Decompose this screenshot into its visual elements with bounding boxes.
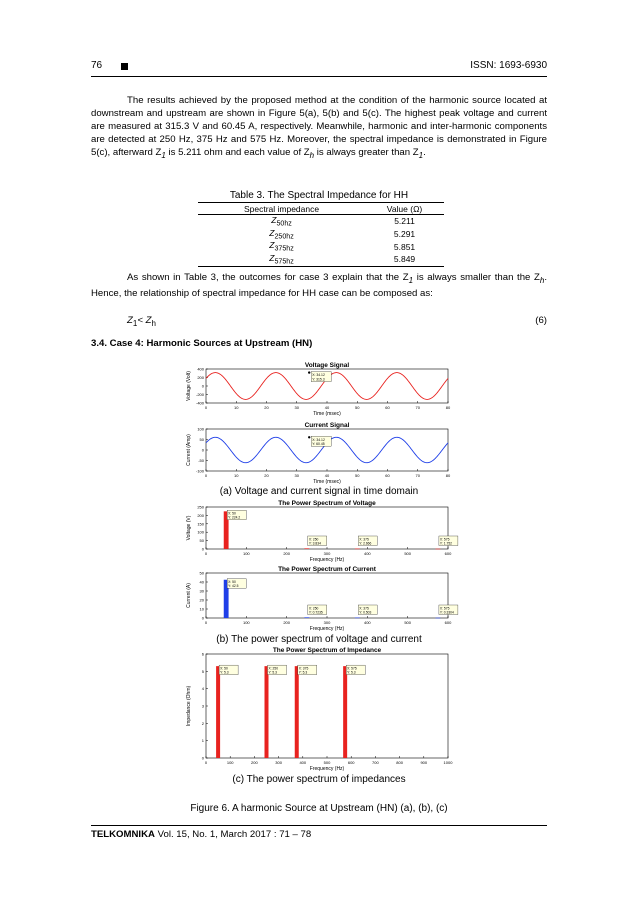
y-tick-label: 2 bbox=[201, 720, 204, 726]
y-tick-label: 5 bbox=[201, 668, 204, 674]
figure-caption: Figure 6. A harmonic Source at Upstream (HN) (a), (b), (c) bbox=[190, 803, 448, 814]
spectral-impedance-table bbox=[198, 202, 444, 267]
data-tip-label: X: 34.12 bbox=[312, 373, 325, 378]
table-header-value: Value (Ω) bbox=[365, 203, 444, 215]
x-tick-label: 900 bbox=[420, 760, 428, 765]
y-axis-label: Impedance (Ohm) bbox=[186, 685, 192, 727]
table-cell-sub: 375hz bbox=[274, 245, 294, 254]
paragraph-text: is always smaller than the Z bbox=[413, 272, 540, 283]
x-tick-label: 500 bbox=[404, 620, 412, 625]
equation-6 bbox=[127, 315, 156, 328]
data-tip-label: X: 575 bbox=[439, 606, 450, 611]
table-cell-z: Z bbox=[269, 253, 275, 264]
data-tip-label: X: 250 bbox=[308, 537, 319, 542]
x-tick-label: 1000 bbox=[443, 760, 453, 765]
impedance-spectrum-chart bbox=[182, 645, 462, 773]
bar bbox=[355, 618, 360, 619]
y-tick-label: -50 bbox=[198, 458, 204, 463]
x-tick-label: 0 bbox=[204, 620, 208, 625]
y-tick-label: -100 bbox=[195, 468, 204, 474]
subscript: 1 bbox=[418, 150, 424, 160]
bar bbox=[435, 618, 440, 619]
x-tick-label: 60 bbox=[385, 405, 390, 410]
table-cell-sub: 575hz bbox=[274, 257, 294, 266]
caption-b: (b) The power spectrum of voltage and current bbox=[216, 634, 422, 645]
paragraph-text: As shown in Table 3, the outcomes for case 3 explain that the Z bbox=[127, 272, 409, 283]
data-tip-label: X: 50 bbox=[228, 511, 236, 516]
x-tick-label: 0 bbox=[204, 760, 208, 765]
x-tick-label: 20 bbox=[264, 473, 269, 478]
y-tick-label: 10 bbox=[199, 606, 204, 612]
chart-title: The Power Spectrum of Impedance bbox=[272, 647, 382, 654]
x-tick-label: 500 bbox=[323, 760, 331, 765]
x-tick-label: 0 bbox=[204, 473, 208, 478]
data-tip-label: Y: 5.3 bbox=[268, 670, 277, 675]
square-bullet-icon bbox=[121, 63, 128, 70]
equation-term: Z bbox=[127, 315, 133, 326]
x-tick-label: 700 bbox=[372, 760, 379, 765]
x-tick-label: 600 bbox=[444, 620, 452, 625]
y-tick-label: 100 bbox=[197, 529, 204, 535]
x-tick-label: 300 bbox=[323, 551, 331, 556]
data-tip-label: X: 50 bbox=[220, 666, 228, 671]
paragraph-results bbox=[91, 94, 547, 162]
y-tick-label: 50 bbox=[199, 437, 204, 442]
table-cell-value: 5.291 bbox=[393, 229, 416, 240]
table-cell-z: Z bbox=[269, 227, 275, 238]
table-caption: Table 3. The Spectral Impedance for HH bbox=[229, 190, 409, 201]
y-tick-label: 50 bbox=[199, 570, 204, 576]
x-tick-label: 600 bbox=[347, 760, 355, 765]
y-tick-label: 0 bbox=[201, 615, 204, 621]
y-tick-label: 0 bbox=[201, 447, 204, 453]
y-axis-label: Current (A) bbox=[186, 583, 192, 608]
data-tip-label: Y: 0.3304 bbox=[439, 610, 454, 615]
x-tick-label: 300 bbox=[323, 620, 331, 625]
x-axis-label: Frequency (Hz) bbox=[309, 766, 345, 772]
table-row bbox=[198, 240, 444, 253]
table-row bbox=[198, 228, 444, 241]
current-spectrum-chart bbox=[182, 564, 462, 633]
x-tick-label: 30 bbox=[294, 473, 299, 478]
x-tick-label: 40 bbox=[324, 405, 330, 410]
y-tick-label: 250 bbox=[197, 504, 204, 510]
table-cell-sub: 250hz bbox=[274, 232, 294, 241]
chart-title: The Power Spectrum of Current bbox=[278, 566, 376, 573]
subscript: 1 bbox=[408, 275, 414, 285]
bar bbox=[304, 617, 309, 618]
data-tip-label: Y: 5.3 bbox=[298, 670, 308, 675]
bar bbox=[216, 666, 220, 758]
table-cell-z: Z bbox=[271, 215, 277, 225]
x-tick-label: 800 bbox=[396, 760, 403, 765]
data-tip-label: X: 375 bbox=[359, 606, 369, 611]
section-heading: 3.4. Case 4: Harmonic Sources at Upstream (HN) bbox=[91, 338, 313, 349]
table-cell-value: 5.211 bbox=[394, 216, 415, 227]
y-tick-label: 0 bbox=[201, 755, 204, 761]
chart-title: Voltage Signal bbox=[304, 362, 350, 369]
data-tip-label: Y: 3.834 bbox=[308, 541, 321, 546]
y-tick-label: 0 bbox=[201, 546, 204, 552]
header-rule bbox=[91, 76, 547, 77]
issn-label: ISSN: 1693-6930 bbox=[470, 60, 547, 71]
y-tick-label: 200 bbox=[197, 375, 204, 380]
x-tick-label: 400 bbox=[299, 760, 307, 765]
x-tick-label: 70 bbox=[415, 473, 420, 478]
bar bbox=[304, 548, 309, 549]
equation-sub: 1 bbox=[132, 318, 138, 328]
data-tip-label: X: 34.12 bbox=[312, 437, 325, 442]
table-header-impedance: Spectral impedance bbox=[198, 203, 365, 215]
data-tip-label: Y: 224.2 bbox=[228, 515, 241, 520]
data-tip-label: Y: 60.45 bbox=[312, 442, 325, 447]
y-tick-label: 400 bbox=[197, 366, 204, 372]
y-tick-label: 1 bbox=[201, 738, 204, 744]
y-tick-label: 6 bbox=[201, 651, 204, 657]
y-tick-label: 4 bbox=[201, 686, 204, 692]
x-tick-label: 30 bbox=[294, 405, 299, 410]
x-tick-label: 100 bbox=[242, 620, 250, 625]
data-tip-label: Y: 1.752 bbox=[439, 541, 453, 546]
caption-c: (c) The power spectrum of impedances bbox=[232, 774, 406, 785]
bar bbox=[343, 666, 347, 758]
x-axis-label: Time (msec) bbox=[313, 479, 341, 485]
page-number: 76 bbox=[91, 60, 103, 71]
paragraph-text: is always greater than Z bbox=[314, 147, 419, 158]
footer bbox=[91, 829, 311, 840]
x-tick-label: 600 bbox=[444, 551, 452, 556]
current-signal-chart bbox=[182, 420, 462, 486]
paragraph-table-discussion bbox=[91, 271, 547, 300]
table-cell-z: Z bbox=[269, 240, 275, 251]
voltage-signal-chart bbox=[182, 360, 462, 418]
y-axis-label: Voltage (V) bbox=[186, 515, 192, 541]
y-tick-label: 3 bbox=[201, 703, 204, 709]
x-tick-label: 40 bbox=[324, 473, 330, 478]
data-tip-label: Y: 0.7235 bbox=[308, 610, 323, 615]
x-tick-label: 0 bbox=[204, 405, 208, 410]
y-axis-label: Voltage (Volt) bbox=[186, 371, 192, 401]
data-tip-label: Y: 42.5 bbox=[228, 584, 239, 589]
x-tick-label: 0 bbox=[204, 551, 208, 556]
equation-number: (6) bbox=[535, 315, 547, 326]
y-tick-label: 150 bbox=[197, 521, 204, 527]
paragraph-text: is 5.211 ohm and each value of Z bbox=[165, 147, 310, 158]
subscript: h bbox=[309, 150, 315, 160]
bar bbox=[435, 549, 440, 550]
data-tip-label: X: 250 bbox=[268, 666, 279, 671]
x-tick-label: 100 bbox=[226, 760, 234, 765]
table-cell-sub: 50hz bbox=[276, 219, 292, 228]
bar bbox=[295, 666, 299, 758]
y-tick-label: 20 bbox=[199, 597, 204, 603]
x-axis-label: Frequency (Hz) bbox=[309, 626, 345, 632]
y-tick-label: 0 bbox=[201, 383, 204, 389]
table-row bbox=[198, 215, 444, 228]
data-tip-label: Y: 5.3 bbox=[220, 670, 229, 675]
voltage-spectrum-chart bbox=[182, 498, 462, 564]
y-tick-label: 200 bbox=[197, 512, 204, 518]
table-cell-value: 5.849 bbox=[365, 253, 444, 266]
paragraph-text: . bbox=[423, 147, 426, 158]
bar bbox=[355, 549, 360, 550]
footer-rule bbox=[91, 825, 547, 826]
x-tick-label: 70 bbox=[415, 405, 420, 410]
data-tip-label: X: 575 bbox=[439, 537, 450, 542]
paragraph-text: The results achieved by the proposed method at the condition of the harmonic source located at downstream and upstream are shown in Figure 5(a), 5(b) and 5(c). The highest peak voltage and current are measured at 315.3 V and 60.45 A, respectively. Meanwhile, harmonic and inter-harmonic components are detected at 250 Hz, 375 Hz and 575 Hz. Moreover, the spectral impedance is demonstrated in Figure 5(c), afterward Z bbox=[91, 95, 547, 158]
data-tip-label: Y: 315.3 bbox=[312, 377, 325, 382]
x-axis-label: Time (msec) bbox=[313, 411, 341, 417]
caption-a: (a) Voltage and current signal in time domain bbox=[219, 486, 419, 497]
y-tick-label: -400 bbox=[195, 400, 204, 406]
equation-term: < Z bbox=[137, 315, 152, 326]
x-axis-label: Frequency (Hz) bbox=[309, 557, 345, 563]
data-tip-label: Y: 0.503 bbox=[359, 610, 372, 615]
plot-area bbox=[206, 654, 448, 758]
subscript: 1 bbox=[161, 150, 166, 160]
footer-journal: TELKOMNIKA bbox=[91, 829, 155, 840]
x-tick-label: 10 bbox=[234, 405, 239, 410]
paragraph-text: . Hence, the relationship of spectral impedance for HH case can be composed as: bbox=[91, 272, 547, 299]
chart-title: The Power Spectrum of Voltage bbox=[278, 500, 376, 507]
x-tick-label: 50 bbox=[355, 405, 360, 410]
x-tick-label: 80 bbox=[445, 473, 451, 478]
x-tick-label: 20 bbox=[264, 405, 269, 410]
data-tip-label: X: 375 bbox=[359, 537, 369, 542]
equation-sub: h bbox=[151, 318, 156, 328]
data-tip-label: Y: 2.666 bbox=[359, 541, 372, 546]
subscript: h bbox=[539, 275, 545, 285]
y-axis-label: Current (Amp) bbox=[186, 434, 192, 466]
y-tick-label: 50 bbox=[199, 538, 204, 544]
x-tick-label: 200 bbox=[251, 760, 258, 765]
footer-issue: Vol. 15, No. 1, March 2017 : 71 – 78 bbox=[154, 829, 312, 840]
x-tick-label: 100 bbox=[242, 551, 250, 556]
x-tick-label: 60 bbox=[385, 473, 390, 478]
x-tick-label: 200 bbox=[283, 551, 291, 556]
y-tick-label: -200 bbox=[195, 392, 204, 397]
chart-title: Current Signal bbox=[304, 422, 350, 429]
data-tip-marker bbox=[308, 436, 310, 438]
table-row bbox=[198, 253, 444, 266]
bar bbox=[265, 666, 269, 758]
x-tick-label: 400 bbox=[363, 551, 371, 556]
data-tip-label: X: 50 bbox=[228, 580, 236, 585]
data-tip-marker bbox=[308, 371, 310, 373]
data-tip-label: X: 575 bbox=[347, 666, 357, 671]
x-tick-label: 300 bbox=[275, 760, 282, 765]
data-tip-label: X: 250 bbox=[308, 606, 319, 611]
x-tick-label: 200 bbox=[283, 620, 291, 625]
y-tick-label: 40 bbox=[199, 579, 204, 585]
x-tick-label: 80 bbox=[445, 405, 451, 410]
table-cell-value: 5.851 bbox=[393, 241, 416, 252]
y-tick-label: 100 bbox=[197, 426, 204, 432]
x-tick-label: 500 bbox=[404, 551, 412, 556]
x-tick-label: 400 bbox=[363, 620, 371, 625]
running-header bbox=[91, 60, 547, 76]
data-tip-label: Y: 5.3 bbox=[347, 670, 356, 675]
data-tip-label: X: 375 bbox=[298, 666, 309, 671]
x-tick-label: 10 bbox=[234, 473, 239, 478]
x-tick-label: 50 bbox=[355, 473, 360, 478]
y-tick-label: 30 bbox=[199, 588, 204, 594]
